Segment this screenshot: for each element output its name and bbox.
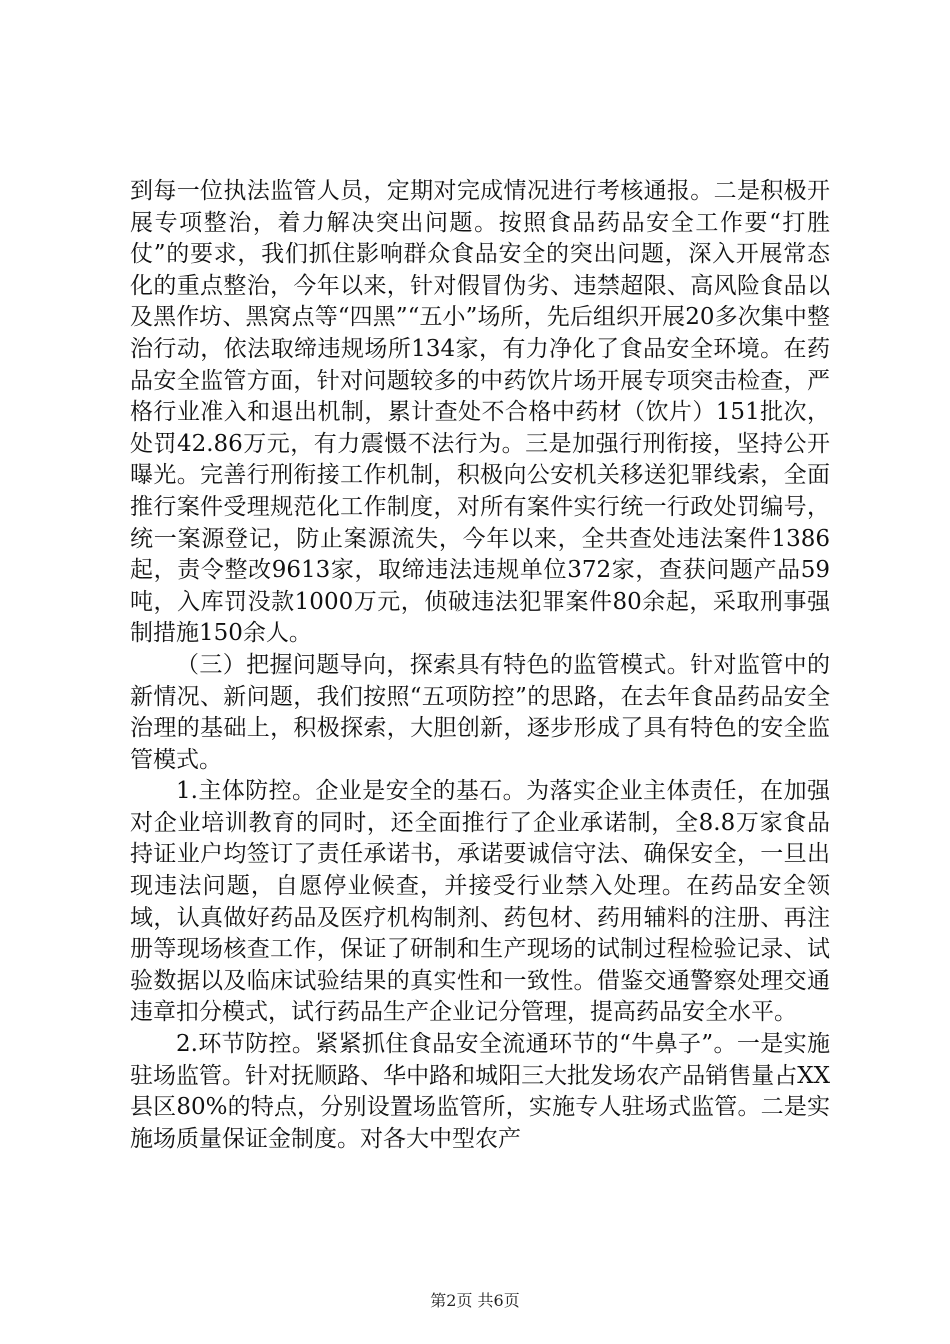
- page-number-footer: 第2页 共6页: [430, 1291, 520, 1310]
- document-body: [130, 176, 830, 1155]
- paragraph-2: （三）把握问题导向，探索具有特色的监管模式。针对监管中的新情况、新问题，我们按照“五项防控”的思路，在去年食品药品安全治理的基础上，积极探索，大胆创新，逐步形成了具有特色的安全监管模式。: [130, 651, 830, 773]
- paragraph-3: 1.主体防控。企业是安全的基石。为落实企业主体责任，在加强对企业培训教育的同时，还全面推行了企业承诺制，全8.8万家食品持证业户均签订了责任承诺书，承诺要诚信守法、确保安全，一旦出现违法问题，自愿停业候查，并接受行业禁入处理。在药品安全领域，认真做好药品及医疗机构制剂、药包材、药用辅料的注册、再注册等现场核查工作，保证了研制和生产现场的试制过程检验记录、试验数据以及临床试验结果的真实性和一致性。借鉴交通警察处理交通违章扣分模式，试行药品生产企业记分管理，提高药品安全水平。: [130, 778, 830, 1026]
- paragraph-4: 2.环节防控。紧紧抓住食品安全流通环节的“牛鼻子”。一是实施驻场监管。针对抚顺路、华中路和城阳三大批发场农产品销售量占XX县区80%的特点，分别设置场监管所，实施专人驻场式监管。二是实施场质量保证金制度。对各大中型农产: [130, 1031, 830, 1152]
- paragraph-1: 到每一位执法监管人员，定期对完成情况进行考核通报。二是积极开展专项整治，着力解决突出问题。按照食品药品安全工作要“打胜仗”的要求，我们抓住影响群众食品安全的突出问题，深入开展常态化的重点整治，今年以来，针对假冒伪劣、违禁超限、高风险食品以及黑作坊、黑窝点等“四黑”“五小”场所，先后组织开展20多次集中整治行动，依法取缔违规场所134家，有力净化了食品安全环境。在药品安全监管方面，针对问题较多的中药饮片场开展专项突击检查，严格行业准入和退出机制，累计查处不合格中药材（饮片）151批次，处罚42.86万元，有力震慑不法行为。三是加强行刑衔接，坚持公开曝光。完善行刑衔接工作机制，积极向公安机关移送犯罪线索，全面推行案件受理规范化工作制度，对所有案件实行统一行政处罚编号，统一案源登记，防止案源流失，今年以来，全共查处违法案件1386起，责令整改9613家，取缔违法违规单位372家，查获问题产品59吨，入库罚没款1000万元，侦破违法犯罪案件80余起，采取刑事强制措施150余人。: [130, 178, 830, 647]
